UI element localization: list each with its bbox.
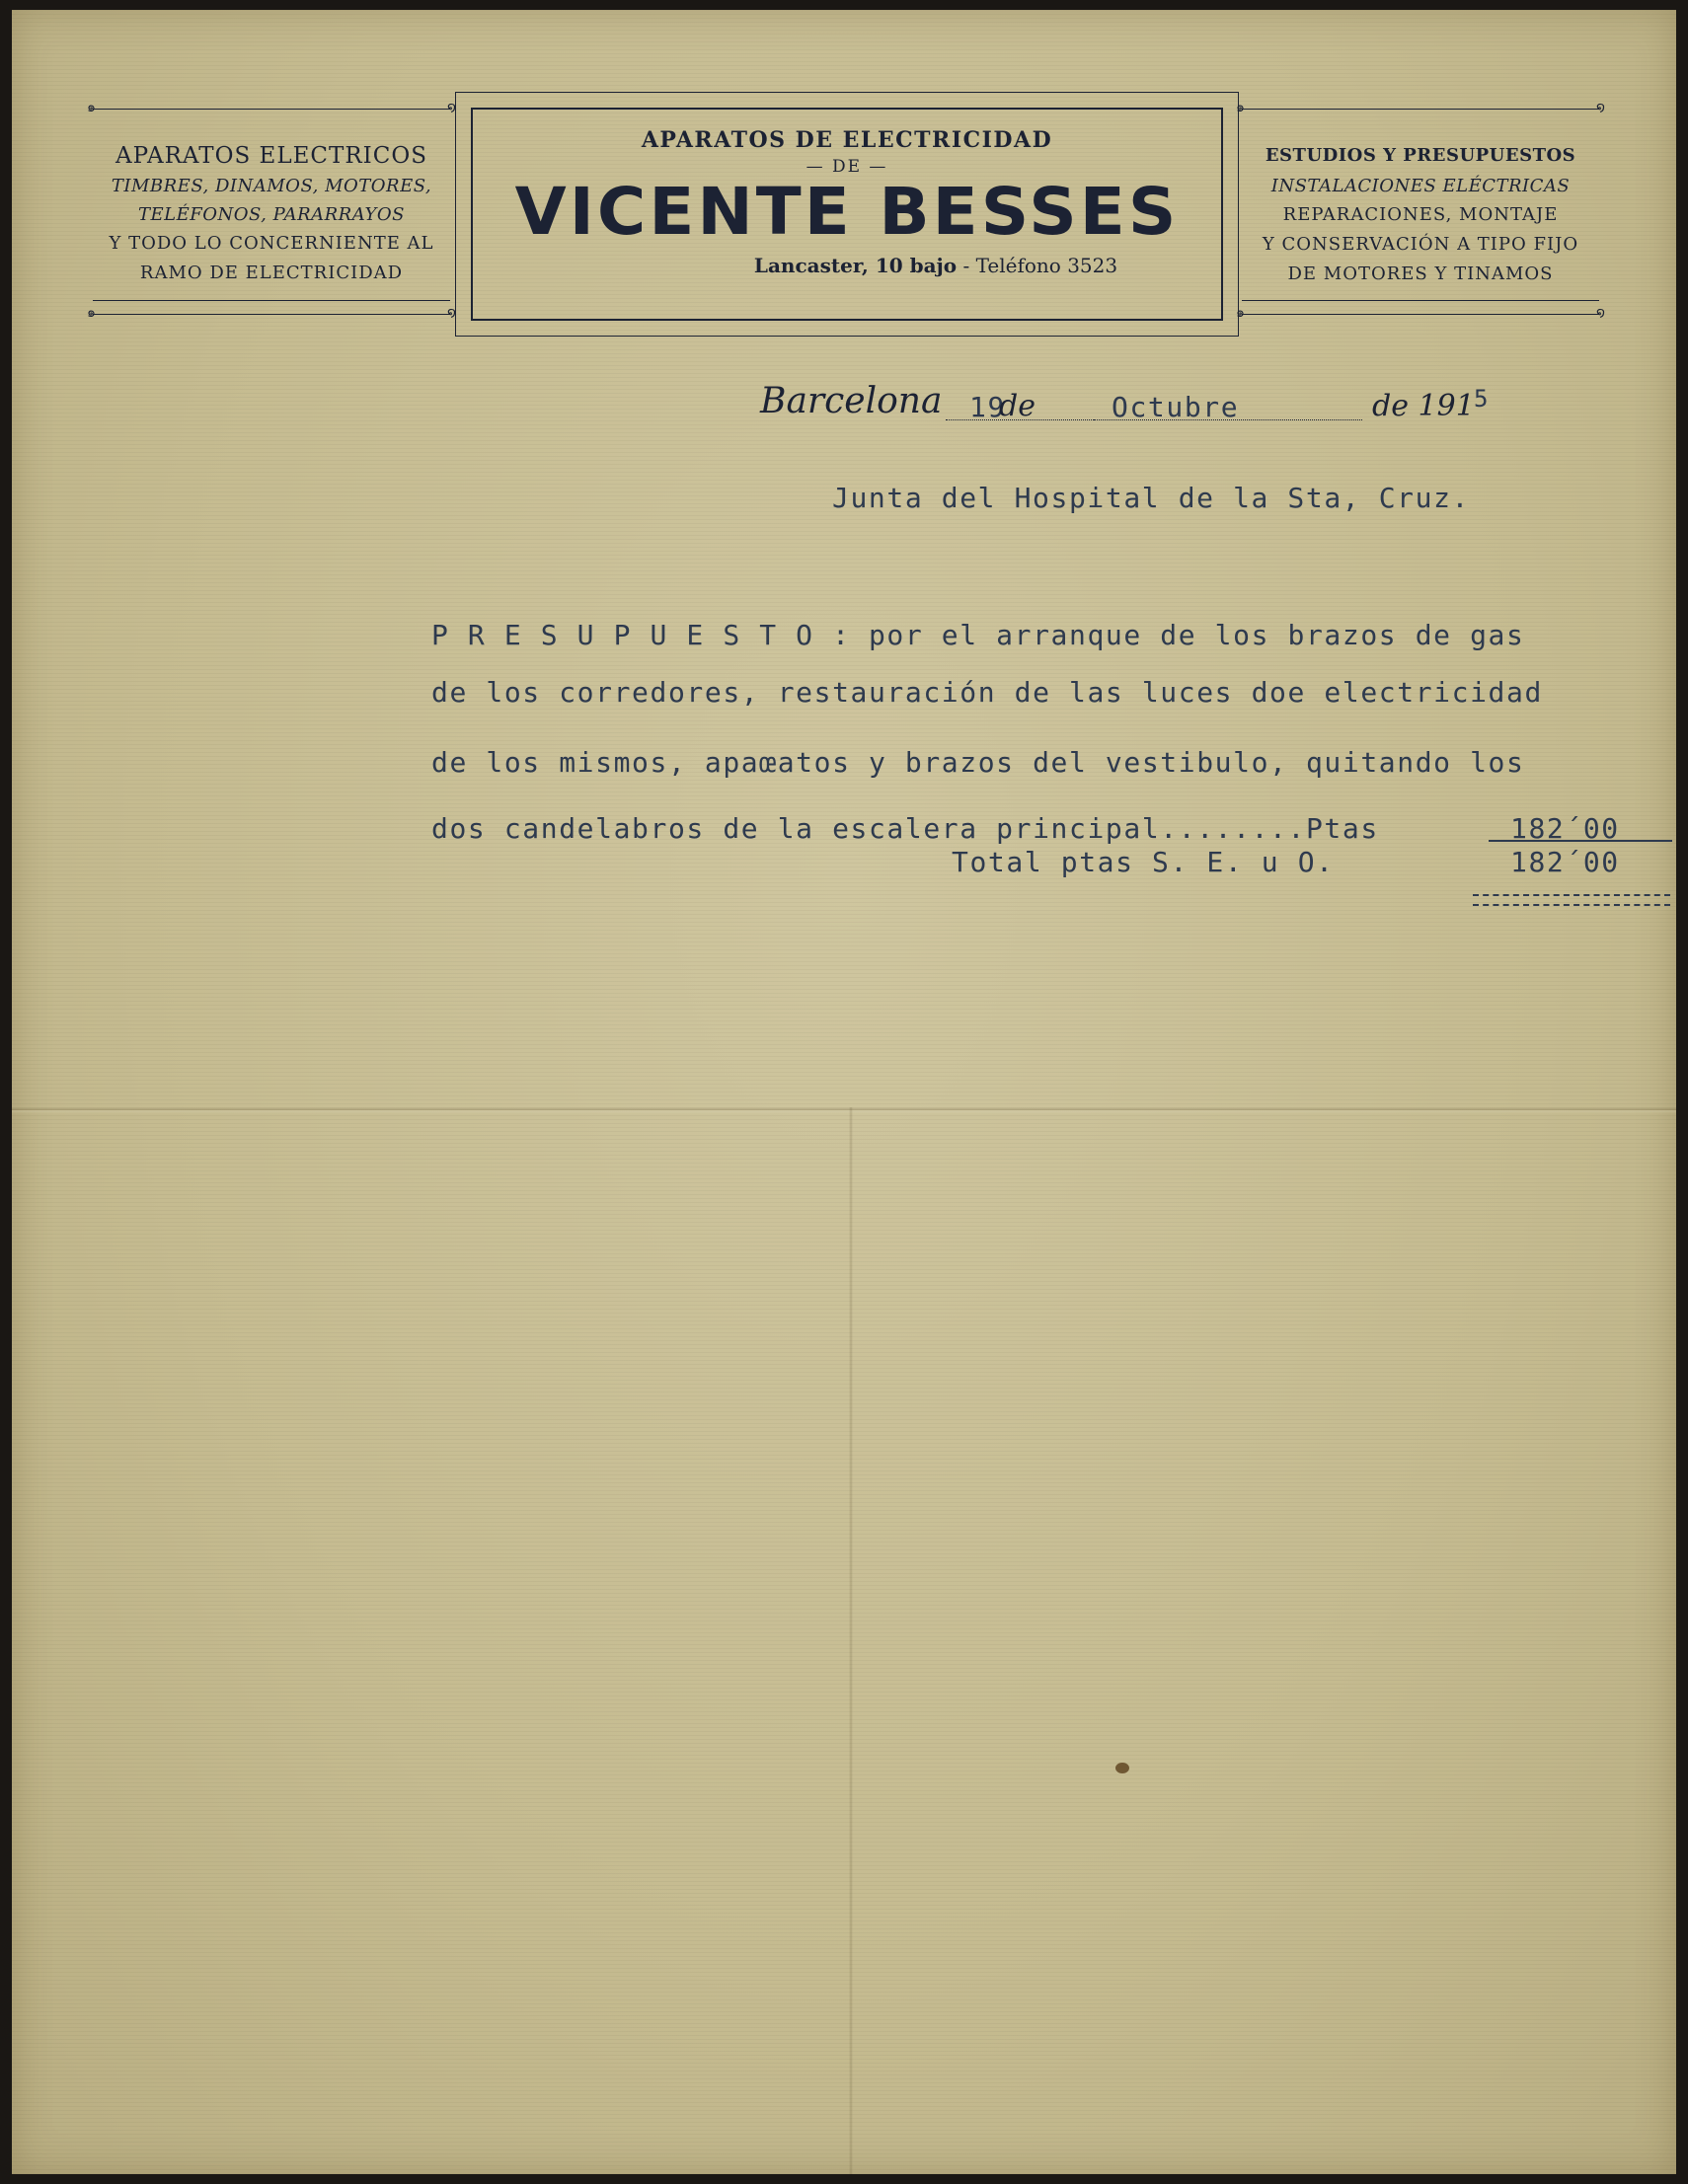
vertical-fold: [849, 1107, 853, 2174]
left-line: Y TODO LO CONCERNIENTE AL: [109, 233, 434, 254]
line-amount: 182´00: [1510, 812, 1620, 845]
company-de: — DE —: [806, 157, 888, 177]
top-rule: [93, 109, 450, 110]
letterhead-right: [1236, 97, 1605, 326]
right-line: REPARACIONES, MONTAJE: [1282, 204, 1559, 225]
amount-underline: [1489, 840, 1672, 842]
company-phone: - Teléfono 3523: [962, 254, 1118, 277]
top-rule: [1242, 109, 1599, 110]
body-line: de los corredores, restauración de las luces doe electricidad: [431, 676, 1543, 709]
left-line: RAMO DE ELECTRICIDAD: [139, 263, 404, 283]
bottom-rule: [93, 314, 450, 315]
right-line: DE MOTORES Y TINAMOS: [1287, 264, 1554, 284]
bottom-rule: [1242, 314, 1599, 315]
scroll-ornament-icon: ໑: [1596, 305, 1605, 321]
scroll-ornament-icon: ໑: [447, 305, 456, 321]
left-line: TELÉFONOS, PARARRAYOS: [138, 204, 405, 225]
right-line: Y CONSERVACIÓN A TIPO FIJO: [1262, 234, 1579, 255]
company-tagline: APARATOS DE ELECTRICIDAD: [641, 127, 1053, 153]
total-double-underline: [1473, 894, 1670, 906]
date-year-suffix: 5: [1474, 385, 1491, 413]
scroll-ornament-icon: ๑: [87, 100, 96, 115]
date-de: de: [999, 389, 1036, 423]
left-line: TIMBRES, DINAMOS, MOTORES,: [111, 176, 432, 196]
date-de: de: [1372, 389, 1409, 423]
date-year: [1372, 389, 1475, 423]
right-line: INSTALACIONES ELÉCTRICAS: [1270, 176, 1571, 196]
scroll-ornament-icon: ໑: [1596, 100, 1605, 115]
company-name: VICENTE BESSES: [514, 174, 1180, 250]
company-address-line: [651, 254, 1221, 277]
total-amount: 182´00: [1510, 846, 1620, 878]
date-month: Octubre: [1112, 391, 1240, 423]
total-label: Total ptas S. E. u O.: [952, 846, 1335, 878]
body-line: de los mismos, apaœatos y brazos del vestibulo, quitando los: [431, 746, 1525, 779]
scroll-ornament-icon: ๑: [1236, 305, 1245, 321]
scroll-ornament-icon: ໑: [447, 100, 456, 115]
company-address: Lancaster, 10 bajo: [753, 254, 958, 277]
bottom-rule: [1242, 300, 1599, 301]
date-day: 19: [969, 391, 1006, 423]
horizontal-fold: [12, 1107, 1676, 1113]
recipient: Junta del Hospital de la Sta, Cruz.: [832, 482, 1471, 514]
date-year-prefix: 191: [1418, 389, 1475, 423]
date-place: Barcelona: [760, 381, 943, 421]
right-title: ESTUDIOS Y PRESUPUESTOS: [1265, 145, 1576, 166]
body-line: P R E S U P U E S T O : por el arranque de los brazos de gas: [431, 619, 1525, 651]
left-title: APARATOS ELECTRICOS: [115, 143, 427, 169]
bottom-rule: [93, 300, 450, 301]
letterhead-left: [87, 97, 456, 326]
stain-spot: [1115, 1763, 1129, 1773]
scroll-ornament-icon: ๑: [1236, 100, 1245, 115]
letterhead-center: [455, 92, 1239, 337]
scroll-ornament-icon: ๑: [87, 305, 96, 321]
body-line: dos candelabros de la escalera principal........Ptas: [431, 812, 1379, 845]
letterhead-inner-frame: [471, 108, 1223, 321]
